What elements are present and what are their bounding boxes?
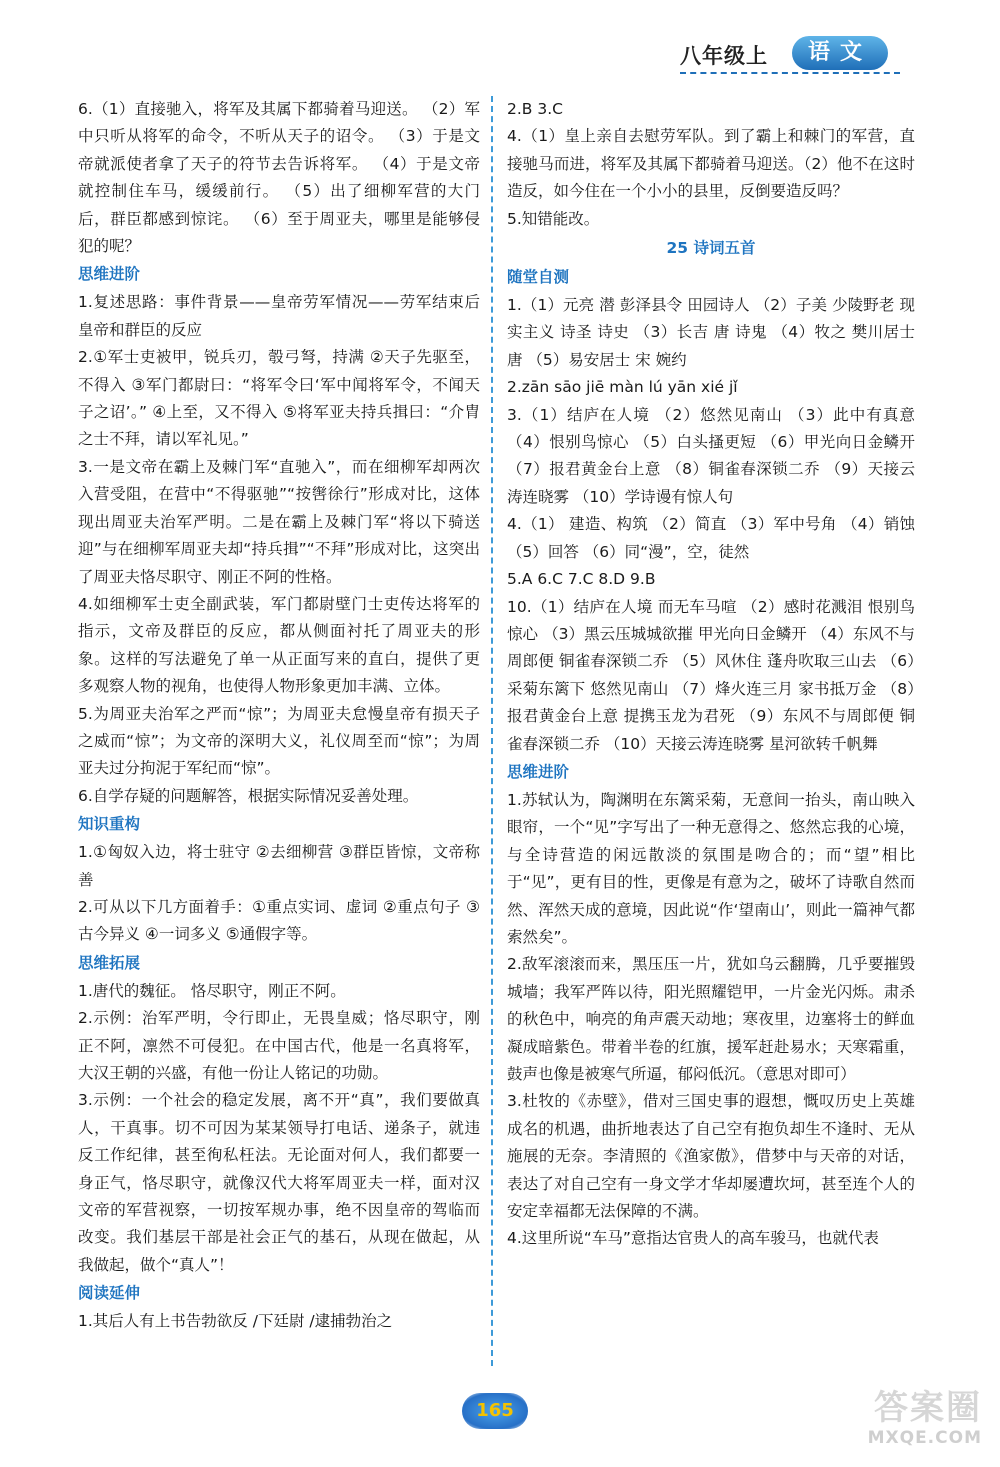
section-heading: 思维拓展 (78, 953, 141, 972)
answer-paragraph: 4.如细柳军士吏全副武装，军门都尉壁门士吏传达将军的指示，文帝及群臣的反应，都从侧面衬托了周亚夫的形象。这样的写法避免了单一从正面写来的直白，提供了更多观察人物的视角，也使得人物形象更加丰满、立体。 (78, 594, 480, 696)
answer-paragraph: 4.（1）皇上亲自去慰劳军队。到了霸上和棘门的军营，直接驰马而进，将军及其属下都骑着马迎送。（2）他不在这时造反，如今住在一个小小的县里，反倒要造反吗？ (507, 127, 915, 201)
page-number: 165 (462, 1393, 528, 1429)
answer-paragraph: 3.一是文帝在霸上及棘门军“直驰入”，而在细柳军却两次入营受阻，在营中“不得驱驰”“按辔徐行”形成对比，这体现出周亚夫治军严明。二是在霸上及棘门军“将以下骑送迎”与在细柳军周亚夫却“持兵揖”“不拜”形成对比，这突出了周亚夫恪尽职守、刚正不阿的性格。 (78, 457, 480, 586)
answer-paragraph: 2.B 3.C (507, 100, 563, 118)
subject-badge: 语文 (792, 36, 888, 70)
answer-paragraph: 4.（1） 建造、构筑 （2）简直 （3）军中号角 （4）销蚀 （5）回答 （6）同“漫”，空，徒然 (507, 515, 920, 561)
answer-paragraph: 3.杜牧的《赤壁》，借对三国史事的遐想，慨叹历史上英雄成名的机遇，曲折地表达了自己空有抱负却生不逢时、无从施展的无奈。李清照的《渔家傲》，借梦中与天帝的对话，表达了对自己空有一身文学才华却屡遭坎坷，甚至连个人的安定幸福都无法保障的不满。 (507, 1092, 915, 1221)
section-heading: 随堂自测 (507, 268, 570, 287)
answer-paragraph: 5.为周亚夫治军之严而“惊”；为周亚夫怠慢皇帝有损天子之威而“惊”；为文帝的深明大义，礼仪周至而“惊”；为周亚夫过分拘泥于军纪而“惊”。 (78, 704, 480, 778)
section-heading: 思维进阶 (507, 762, 570, 781)
section-heading: 阅读延伸 (78, 1284, 141, 1303)
left-column (78, 96, 480, 1336)
answer-paragraph: 6.自学存疑的问题解答，根据实际情况妥善处理。 (78, 786, 419, 805)
answer-paragraph: 5.A 6.C 7.C 8.D 9.B (507, 570, 656, 589)
watermark-text: 答案圈 (874, 1388, 982, 1428)
answer-paragraph: 5.知错能改。 (507, 209, 600, 228)
answer-paragraph: 1.其后人有上书告勃欲反 /下廷尉 /逮捕勃治之 (78, 1312, 393, 1331)
answer-paragraph: 1.①匈奴入边，将士驻守 ②去细柳营 ③群臣皆惊，文帝称善 (78, 843, 480, 889)
answer-paragraph: 10.（1）结庐在人境 而无车马喧 （2）感时花溅泪 恨别鸟惊心 （3）黑云压城城欲摧 甲光向日金鳞开 （4）东风不与周郎便 铜雀春深锁二乔 （5）风休住 蓬舟吹取三山去 （6）采菊东篱下 悠然见南山 （7）烽火连三月 家书抵万金 （8）报君黄金台上意 提携玉龙为君死 （9）东风不与周郎便 铜雀春深锁二乔 （10）天接云涛连晓雾 星河欲转千帆舞 (507, 597, 915, 753)
answer-paragraph: 2.①军士吏被甲，锐兵刃，彀弓弩，持满 ②天子先驱至，不得入 ③军门都尉曰：“将军令曰‘军中闻将军令，不闻天子之诏’。” ④上至，又不得入 ⑤将军亚夫持兵揖曰：“介胄之士不拜，请以军礼见。” (78, 348, 480, 449)
right-column (507, 96, 920, 1253)
answer-paragraph: 6.（1）直接驰入，将军及其属下都骑着马迎送。 （2）军中只听从将军的命令，不听从天子的诏令。 （3）于是文帝就派使者拿了天子的符节去告诉将军。 （4）于是文帝就控制住车马，缓缓前行。 （5）出了细柳军营的大门后，群臣都感到惊诧。 （6）至于周亚夫，哪里是能够侵犯的呢？ (78, 100, 480, 256)
grade-label: 八年级上 (680, 44, 768, 68)
answer-paragraph: 2.示例：治军严明，令行即止，无畏皇威；恪尽职守，刚正不阿，凛然不可侵犯。在中国古代，他是一名真将军，大汉王朝的兴盛，有他一份让人铭记的功勋。 (78, 1009, 480, 1082)
column-divider (491, 96, 493, 1366)
answer-paragraph: 2.敌军滚滚而来，黑压压一片，犹如乌云翻腾，几乎要摧毁城墙；我军严阵以待，阳光照耀铠甲，一片金光闪烁。肃杀的秋色中，响亮的角声震天动地；寒夜里，边塞将士的鲜血凝成暗紫色。带着半卷的红旗，援军赶赴易水；天寒霜重，鼓声也像是被寒气所逼，郁闷低沉。（意思对即可） (507, 955, 915, 1083)
answer-paragraph: 1.（1）元亮 潜 彭泽县令 田园诗人 （2）子美 少陵野老 现实主义 诗圣 诗史 （3）长吉 唐 诗鬼 （4）牧之 樊川居士 唐 （5）易安居士 宋 婉约 (507, 296, 920, 369)
answer-paragraph: 1.苏轼认为，陶渊明在东篱采菊，无意间一抬头，南山映入眼帘，一个“见”字写出了一种无意得之、悠然忘我的心境，与全诗营造的闲远散淡的氛围是吻合的；而“望”相比于“见”，更有目的性，更像是有意为之，破坏了诗歌自然而然、浑然天成的意境，因此说“作‘望南山’，则此一篇神气都索然矣”。 (507, 790, 915, 946)
answer-paragraph: 2.zān sāo jiē màn lú yān xié jǐ (507, 378, 738, 397)
answer-paragraph: 3.示例：一个社会的稳定发展，离不开“真”，我们要做真人，干真事。切不可因为某某领导打电话、递条子，就违反工作纪律，甚至徇私枉法。无论面对何人，我们都要一身正气，恪尽职守，就像汉代大将军周亚夫一样，面对汉文帝的军营视察，一切按军规办事，绝不因皇帝的驾临而改变。我们基层干部是社会正气的基石，从现在做起，从我做起，做个“真人”！ (78, 1091, 480, 1274)
watermark-logo (812, 1388, 982, 1458)
answer-paragraph: 1.唐代的魏征。 恪尽职守，刚正不阿。 (78, 981, 346, 1000)
section-heading: 思维进阶 (78, 265, 141, 284)
answer-paragraph: 2.可从以下几方面着手：①重点实词、虚词 ②重点句子 ③古今异义 ④一词多义 ⑤通假字等。 (78, 897, 480, 944)
watermark-url: MXQE.COM (867, 1428, 982, 1448)
page-header (680, 34, 900, 74)
section-heading: 知识重构 (78, 815, 141, 834)
header-divider (680, 72, 900, 74)
answer-paragraph: 1.复述思路：事件背景——皇帝劳军情况——劳军结束后皇帝和群臣的反应 (78, 293, 480, 339)
answer-paragraph: 4.这里所说“车马”意指达官贵人的高车骏马，也就代表 (507, 1229, 879, 1248)
lesson-title: 25 诗词五首 (666, 239, 756, 258)
answer-paragraph: 3.（1）结庐在人境 （2）悠然见南山 （3）此中有真意 （4）恨别鸟惊心 （5）白头搔更短 （6）甲光向日金鳞开 （7）报君黄金台上意 （8）铜雀春深锁二乔 （9）天接云涛连晓雾 （10）学诗谩有惊人句 (507, 405, 920, 506)
